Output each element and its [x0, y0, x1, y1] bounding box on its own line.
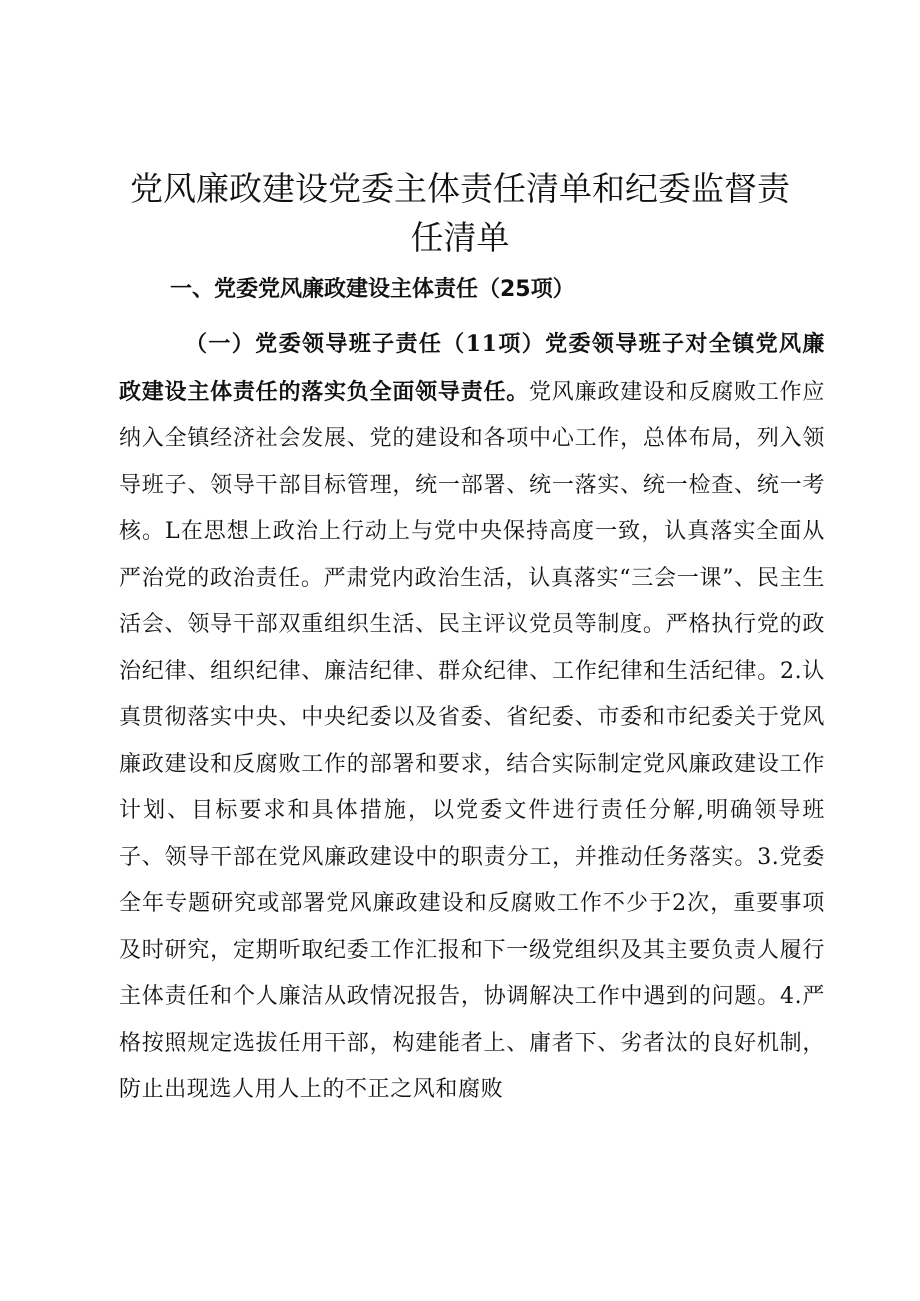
section-heading: 一、党委党风廉政建设主体责任（25项） — [170, 277, 575, 302]
document-title-line-2: 任清单 — [410, 218, 510, 257]
document-title-line-1: 党风廉政建设党委主体责任清单和纪委监督责 — [130, 169, 790, 208]
body-paragraph — [119, 321, 825, 1114]
paragraph-lead-bold: （一）党委领导班子责任（11项）党委领导班子对全镇党风廉政建设主体责任的落实负全面领导责任。 — [119, 331, 825, 405]
paragraph-body: 党风廉政建设和反腐败工作应纳入全镇经济社会发展、党的建设和各项中心工作，总体布局，列入领导班子、领导干部目标管理，统一部署、统一落实、统一检查、统一考核。L在思想上政治上行动上与党中央保持高度一致，认真落实全面从严治党的政治责任。严肃党内政治生活，认真落实“三会一课”、民主生活会、领导干部双重组织生活、民主评议党员等制度。严格执行党的政治纪律、组织纪律、廉洁纪律、群众纪律、工作纪律和生活纪律。2.认真贯彻落实中央、中央纪委以及省委、省纪委、市委和市纪委关于党风廉政建设和反腐败工作的部署和要求，结合实际制定党风廉政建设工作计划、目标要求和具体措施，以党委文件进行责任分解,明确领导班子、领导干部在党风廉政建设中的职责分工，并推动任务落实。3.党委全年专题研究或部署党风廉政建设和反腐败工作不少于2次，重要事项及时研究，定期听取纪委工作汇报和下一级党组织及其主要负责人履行主体责任和个人廉洁从政情况报告，协调解决工作中遇到的问题。4.严格按照规定选拔任用干部，构建能者上、庸者下、劣者汰的良好机制，防止出现选人用人上的不正之风和腐败 — [119, 379, 825, 1102]
